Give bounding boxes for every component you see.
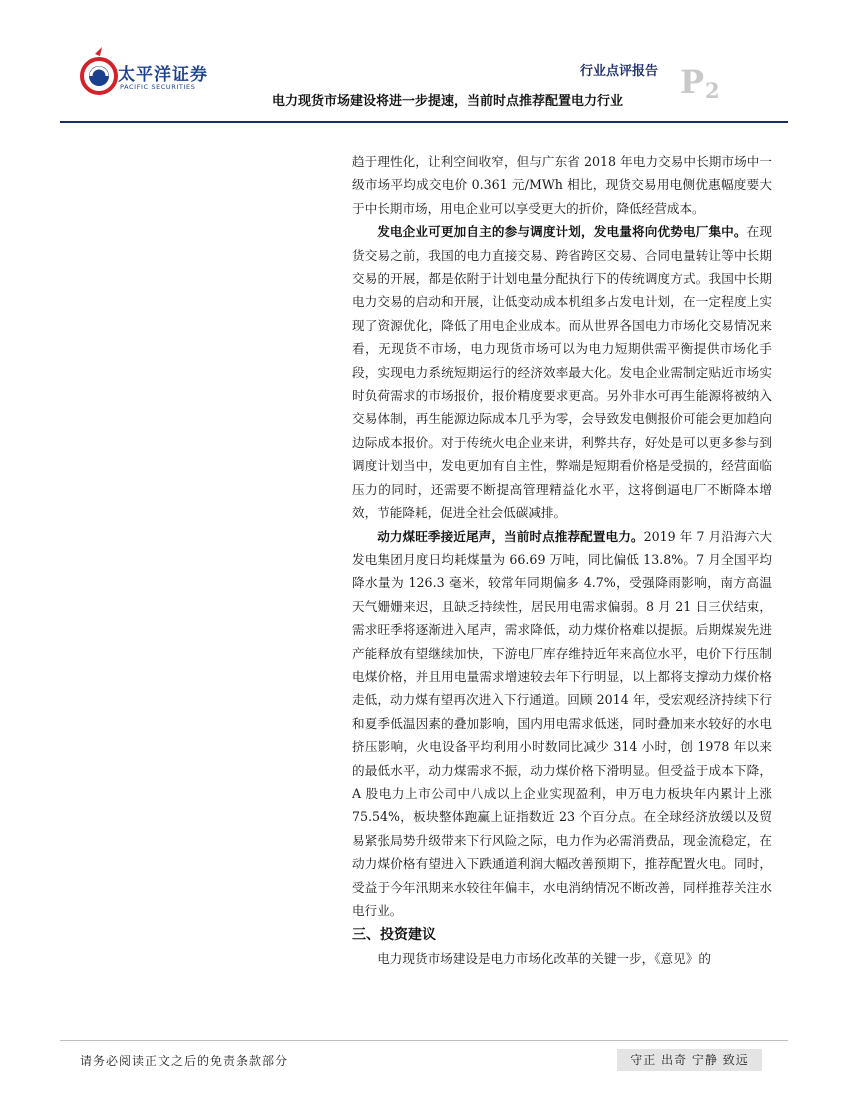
paragraph-2-text: 在现货交易之前，我国的电力直接交易、跨省跨区交易、合同电量转让等中长期交易的开展，都是依附于计划电量分配执行下的传统调度方式。我国中长期电力交易的启动和开展，让低变动成本机组多占发电计划，在一定程度上实现了资源优化，降低了用电企业成本。而从世界各国电力市场化交易情况来看，无现货不市场，电力现货市场可以为电力短期供需平衡提供市场化手段，实现电力系统短期运行的经济效率最大化。发电企业需制定贴近市场实时负荷需求的市场报价，报价精度要求更高。另外非水可再生能源将被纳入交易体制，再生能源边际成本几乎为零，会导致发电侧报价可能会更加趋向边际成本报价。对于传统火电企业来讲，利弊共存，好处是可以更多参与到调度计划当中，发电更加有自主性，弊端是短期看价格是受损的，经营面临压力的同时，还需要不断提高管理精益化水平，这将倒逼电厂不断降本增效，节能降耗，促进全社会低碳减排。 bbox=[352, 224, 773, 521]
company-logo bbox=[80, 46, 210, 102]
footer-motto: 守正 出奇 宁静 致远 bbox=[617, 1049, 762, 1071]
logo-name-cn: 太平洋证券 bbox=[118, 65, 208, 85]
section-heading-investment: 三、投资建议 bbox=[352, 927, 436, 944]
page-number: 2 bbox=[705, 78, 720, 103]
body-paragraph-3 bbox=[352, 525, 772, 923]
report-type-label: 行业点评报告 bbox=[580, 64, 659, 79]
footer-disclaimer: 请务必阅读正文之后的免责条款部分 bbox=[80, 1054, 289, 1068]
header-divider bbox=[60, 121, 788, 123]
paragraph-2-lead: 发电企业可更加自主的参与调度计划，发电量将向优势电厂集中。 bbox=[377, 224, 747, 240]
body-paragraph-4: 电力现货市场建设是电力市场化改革的关键一步，《意见》的 bbox=[377, 951, 711, 967]
body-paragraph-1: 趋于理性化，让利空间收窄，但与广东省 2018 年电力交易中长期市场中一级市场平均成交电价 0.361 元/MWh 相比，现货交易用电侧优惠幅度要大于中长期市场，用电企业可以享受更大的折价，降低经营成本。 bbox=[352, 154, 772, 216]
report-header-title: 电力现货市场建设将进一步提速，当前时点推荐配置电力行业 bbox=[272, 94, 624, 109]
paragraph-3-lead: 动力煤旺季接近尾声，当前时点推荐配置电力。 bbox=[377, 528, 644, 544]
paragraph-3-text: 2019 年 7 月沿海六大发电集团月度日均耗煤量为 66.69 万吨，同比偏低 13.8%。7 月全国平均降水量为 126.3 毫米，较常年同期偏多 4.7%，受强降雨影响，南方高温天气姗姗来迟，且缺乏持续性，居民用电需求偏弱。8 月 21 日三伏结束，需求旺季将逐渐进入尾声，需求降低，动力煤价格难以提振。后期煤炭先进产能释放有望继续加快，下游电厂库存维持近年来高位水平，电价下行压制电煤价格，并且用电量需求增速较去年下行明显，以上都将支撑动力煤价格走低，动力煤有望再次进入下行通道。回顾 2014 年，受宏观经济持续下行和夏季低温因素的叠加影响，国内用电需求低迷，同时叠加来水较好的水电挤压影响，火电设备平均利用小时数同比减少 314 小时，创 1978 年以来的最低水平，动力煤需求不振，动力煤价格下滑明显。但受益于成本下降，A 股电力上市公司中八成以上企业实现盈利，申万电力板块年内累计上涨 75.54%，板块整体跑赢上证指数近 23 个百分点。在全球经济放缓以及贸易紧张局势升级带来下行风险之际，电力作为必需消费品，现金流稳定，在动力煤价格有望进入下跌通道利润大幅改善预期下，推荐配置火电。同时，受益于今年汛期来水较往年偏丰，水电消纳情况不断改善，同样推荐关注水电行业。 bbox=[352, 528, 773, 918]
report-body bbox=[352, 150, 772, 971]
pacific-securities-logo-icon bbox=[80, 46, 118, 102]
footer-divider bbox=[60, 1040, 788, 1041]
logo-name-en: PACIFIC SECURITIES bbox=[120, 83, 196, 91]
body-paragraph-2 bbox=[352, 220, 772, 524]
page-letter: P bbox=[680, 63, 705, 101]
